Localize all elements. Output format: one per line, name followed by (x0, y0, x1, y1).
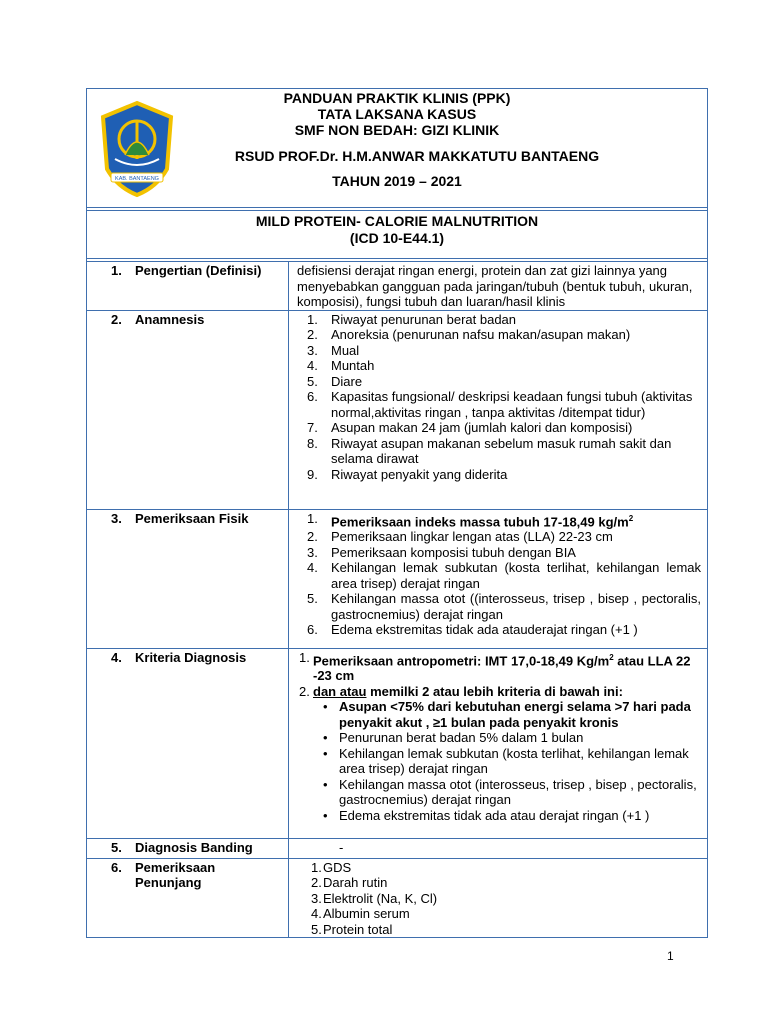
list-item: 1. Riwayat penurunan berat badan (307, 311, 517, 327)
header-year: TAHUN 2019 – 2021 (332, 173, 462, 189)
row-label: Diagnosis Banding (135, 839, 253, 855)
definition-text: defisiensi derajat ringan energi, protein dan zat gizi lainnya yang menyebabkan gangguan pada jaringan/tubuh (bentuk tubuh, ukuran, komposisi), fungsi tubuh dan luaran/hasil klinis (297, 263, 693, 309)
list-item: 4. Muntah (307, 358, 375, 373)
document-header (87, 89, 707, 208)
list-item: 1. GDS (311, 859, 352, 875)
title-line1: MILD PROTEIN- CALORIE MALNUTRITION (255, 213, 539, 229)
header-line2: TATA LAKSANA KASUS (317, 106, 477, 122)
header-line1: PANDUAN PRAKTIK KLINIS (PPK) (283, 90, 511, 106)
ppk-document (86, 88, 708, 938)
row-label: Anamnesis (135, 311, 205, 327)
diagnosis-criteria-list (293, 650, 701, 700)
list-item: 2. Pemeriksaan lingkar lengan atas (LLA) 22-23 cm (307, 529, 613, 545)
row-pemeriksaan-fisik: 3. Pemeriksaan Fisik 1. Pemeriksaan indeks massa tubuh 17-18,49 $kg/m^2$ 2. Pemeriksaan lingkar lengan atas (LLA) 22-23 cm 3. Pemeriksaan komposisi tubuh dengan BIA 4. Kehilangan lemak subkutan (kosta terlihat, kehilangan lemak area trisep) derajat ringan 5. Kehilangan massa otot ((interosseus, trisep , bisep , pectoralis, gastrocnemius) derajat ringan 6. Edema ekstremitas tidak ada atauderajat ringan (+1 ) (87, 510, 707, 649)
row-label: Pengertian (Definisi) (135, 263, 262, 278)
list-item: 6. Kapasitas fungsional/ deskripsi keadaan fungsi tubuh (aktivitas normal,aktivitas ringan , tanpa aktivitas /ditempat tidur) (307, 389, 693, 420)
list-item: 4. Albumin serum (311, 906, 410, 921)
header-hospital: RSUD PROF.Dr. H.M.ANWAR MAKKATUTU BANTAENG (234, 148, 600, 164)
list-item: 2. Anoreksia (penurunan nafsu makan/asupan makan) (307, 327, 631, 342)
list-item: 5. Protein total (311, 921, 393, 937)
list-item: 1. Pemeriksaan indeks massa tubuh 17-18,49 $kg/m^2$ (307, 510, 634, 529)
row-anamnesis: 2. Anamnesis 1. Riwayat penurunan berat badan 2. Anoreksia (penurunan nafsu makan/asupan makan) 3. Mual 4. Muntah 5. Diare 6. Kapasitas fungsional/ deskripsi keadaan fungsi tubuh (aktivitas normal,aktivitas ringan , tanpa aktivitas /ditempat tidur) 7. Asupan makan 24 jam (jumlah kalori dan komposisi) 8. Riwayat asupan makanan sebelum masuk rumah sakit dan selama dirawat 9. Riwayat penyakit yang diderita (87, 311, 707, 510)
physical-exam-list (297, 511, 701, 638)
anamnesis-list (297, 312, 701, 483)
row-kriteria-diagnosis: 4. Kriteria Diagnosis 1. Pemeriksaan antropometri: IMT 17,0-18,49 $Kg/m^2$ atau LLA 22 -23 cm 2. dan atau memilki 2 atau lebih kriteria di bawah ini: • Asupan <75% dari kebutuhan energi selama >7 hari pada penyakit akut , ≥1 bulan pada penyakit kronis • Penurunan berat badan 5% dalam 1 bulan • Kehilangan lemak subkutan (kosta terlihat, kehilangan lemak area trisep) derajat ringan • Kehilangan massa otot (interosseus, trisep , bisep , pectoralis, gastrocnemius) derajat ringan • Edema ekstremitas tidak ada atau derajat ringan (+1 ) (87, 649, 707, 839)
row-pengertian: 1. Pengertian (Definisi) defisiensi derajat ringan energi, protein dan zat gizi lainnya yang menyebabkan gangguan pada jaringan/tubuh (bentuk tubuh, ukuran, komposisi), fungsi tubuh dan luaran/hasil klinis (87, 262, 707, 311)
list-item: 2. Darah rutin (311, 875, 388, 890)
list-item: 8. Riwayat asupan makanan sebelum masuk rumah sakit dan selama dirawat (307, 435, 672, 466)
document-title (87, 211, 707, 259)
list-item: 3. Elektrolit (Na, K, Cl) (311, 890, 438, 906)
row-label: Kriteria Diagnosis (135, 649, 247, 665)
list-item: 5. Kehilangan massa otot ((interosseus, trisep , bisep , pectoralis, gastrocnemius) derajat ringan (307, 591, 701, 622)
differential-text: - (339, 839, 344, 855)
list-item: 3. Mual (307, 342, 360, 358)
list-item: 3. Pemeriksaan komposisi tubuh dengan BIA (307, 544, 576, 560)
list-item: 5. Diare (307, 373, 363, 389)
list-item: • Kehilangan lemak subkutan (kosta terlihat, kehilangan lemak area trisep) derajat ringan (323, 745, 689, 777)
list-item: 9. Riwayat penyakit yang diderita (307, 466, 508, 482)
row-pemeriksaan-penunjang: 6. Pemeriksaan Penunjang 1. GDS 2. Darah rutin 3. Elektrolit (Na, K, Cl) 4. Albumin serum 5. Protein total (87, 859, 707, 938)
list-item: 4. Kehilangan lemak subkutan (kosta terlihat, kehilangan lemak area trisep) derajat ringan (307, 560, 701, 591)
row-label: Pemeriksaan Fisik (135, 510, 249, 526)
page-number: 1 (667, 949, 674, 963)
title-code: (ICD 10-E44.1) (349, 230, 445, 246)
list-item: • Penurunan berat badan 5% dalam 1 bulan (323, 730, 584, 746)
header-line3: SMF NON BEDAH: GIZI KLINIK (294, 122, 500, 138)
list-item: 7. Asupan makan 24 jam (jumlah kalori dan komposisi) (307, 420, 633, 435)
list-item: • Asupan <75% dari kebutuhan energi selama >7 hari pada penyakit akut , ≥1 bulan pada penyakit kronis (323, 699, 691, 730)
list-item: 2. dan atau memilki 2 atau lebih kriteria di bawah ini: (299, 683, 623, 699)
criteria-bullets (313, 699, 701, 823)
list-item: • Edema ekstremitas tidak ada atau derajat ringan (+1 ) (323, 807, 650, 823)
row-diagnosis-banding: 5. Diagnosis Banding - (87, 839, 707, 859)
row-label: Pemeriksaan Penunjang (135, 859, 216, 890)
supporting-exam-list (297, 860, 701, 938)
logo-text: KAB. BANTAENG (115, 176, 159, 182)
list-item: • Kehilangan massa otot (interosseus, trisep , bisep , pectoralis, gastrocnemius) derajat ringan (323, 776, 697, 808)
list-item: 6. Edema ekstremitas tidak ada atauderajat ringan (+1 ) (307, 622, 638, 638)
list-item: 1. Pemeriksaan antropometri: IMT 17,0-18,49 $Kg/m^2$ atau LLA 22 -23 cm (299, 649, 691, 684)
